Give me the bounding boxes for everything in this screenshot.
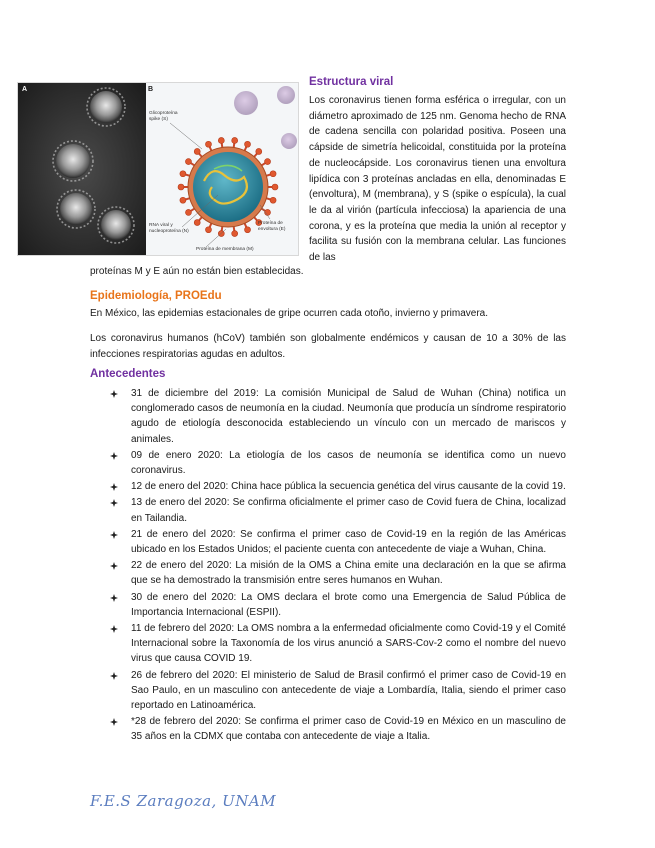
epidemiologia-paragraph-2: Los coronavirus humanos (hCoV) también son globalmente endémicos y causan de 10 a 30% de las infecciones respiratorias agudas en adultos. (90, 333, 566, 360)
diamond-bullet-icon (110, 562, 118, 570)
annotation-spike: Glicoproteína spike (S) (149, 111, 178, 122)
spike-protein-head (205, 227, 211, 233)
spike-protein-head (232, 231, 238, 237)
virus-diagram-panel (146, 83, 298, 255)
spike-protein-head (270, 197, 276, 203)
spike-protein-head (218, 137, 224, 143)
spike-protein-head (205, 141, 211, 147)
timeline-item-text: 22 de enero del 2020: La misión de la OMS a China emite una declaración en la que se afirma que se ha demostrado la transmisión entre seres humanos en Wuhan. (131, 560, 566, 587)
epidemiologia-paragraph-1: En México, las epidemias estacionales de gripe ocurren cada otoño, invierno y primavera. (90, 308, 488, 319)
spike-protein-head (178, 184, 184, 190)
diamond-bullet-icon (110, 390, 118, 398)
timeline-item (110, 714, 566, 744)
timeline-item-text: 09 de enero 2020: La etiología de los casos de neumonía se identifica como un nuevo coronavirus. (131, 449, 566, 477)
spike-protein-head (180, 171, 186, 177)
timeline-item (110, 479, 566, 494)
diamond-bullet-icon (110, 594, 118, 602)
timeline-item (110, 495, 566, 525)
diamond-bullet-icon (110, 452, 118, 460)
electron-micrograph-image (18, 83, 146, 255)
estructura-continuation: proteínas M y E aún no están bien establecidas. (90, 266, 304, 277)
section-title-estructura: Estructura viral (309, 76, 394, 88)
timeline-item-text: 11 de febrero del 2020: La OMS nombra a la enfermedad oficialmente como Covid-19 y el Comité Internacional sobre la Taxonomía de los virus anunció a SARS-Cov-2 como el nombre del nuevo virus que causa COVID 19. (131, 623, 566, 665)
timeline-item (110, 448, 566, 478)
coronavirus-figure (17, 82, 299, 256)
timeline-item (110, 386, 566, 447)
spike-protein-head (185, 209, 191, 215)
annotation-rna: RNA viral y nucleoproteína (N) (149, 223, 189, 234)
spike-protein-head (256, 148, 262, 154)
section-title-epidemiologia: Epidemiología, PROEdu (90, 290, 222, 302)
spike-protein-head (194, 148, 200, 154)
diamond-bullet-icon (110, 531, 118, 539)
diamond-bullet-icon (110, 483, 118, 491)
spike-protein-head (180, 197, 186, 203)
electron-micrograph-panel (18, 83, 146, 255)
timeline-item-text: 31 de diciembre del 2019: La comisión Municipal de Salud de Wuhan (China) notifica un conglomerado casos de neumonía en la ciudad. Neumonía que producía un síndrome respiratorio agudo de etiología desconocida estableciendo un vínculo con un mercado de mariscos y animales. (131, 388, 566, 445)
timeline-item-text: 12 de enero del 2020: China hace pública la secuencia genética del virus causante de la covid 19. (131, 481, 566, 493)
diamond-bullet-icon (110, 672, 118, 680)
spike-protein-head (265, 159, 271, 165)
timeline-item (110, 590, 566, 620)
timeline-item-text: 21 de enero del 2020: Se confirma el primer caso de Covid-19 en la región de las Américas ubicado en los Estados Unidos; el paciente cuenta con antecedente de viaje a Wuhan, China. (131, 528, 566, 556)
spike-protein-head (185, 159, 191, 165)
timeline-item (110, 621, 566, 667)
antecedentes-list (110, 386, 566, 746)
section-title-antecedentes: Antecedentes (90, 368, 166, 380)
spike-protein-head (245, 141, 251, 147)
spike-protein-head (194, 220, 200, 226)
diamond-bullet-icon (110, 499, 118, 507)
timeline-item-text: 26 de febrero del 2020: El ministerio de Salud de Brasil confirmó el primer caso de Covid-19 en Sao Paulo, en un masculino con antecedente de viaje a Lombardía, Italia, siendo el primer caso reportado en Latinoamérica. (131, 669, 566, 712)
diamond-bullet-icon (110, 718, 118, 726)
figure-label-b: B (148, 86, 154, 93)
spike-protein-head (232, 137, 238, 143)
timeline-item (110, 668, 566, 714)
spike-protein-head (272, 184, 278, 190)
timeline-item-text: *28 de febrero del 2020: Se confirma el primer caso de Covid-19 en México en un masculino de 35 años en la CDMX que contaba con antecedente de viaje a Italia. (131, 716, 566, 743)
footer-institution: F.E.S Zaragoza, UNAM (90, 792, 277, 810)
timeline-item (110, 527, 566, 557)
figure-label-a: A (22, 86, 28, 93)
spike-protein-head (270, 171, 276, 177)
diamond-bullet-icon (110, 625, 118, 633)
estructura-paragraph: Los coronavirus tienen forma esférica o irregular, con un diámetro aproximado de 125 nm. Genoma hecho de RNA de cadena sencilla con polaridad positiva. Poseen una cápside de simetría helicoidal, constituida por la proteína de nucleocápside. Los coronavirus tienen una envoltura lipídica con 3 proteínas ancladas en ella, denominadas E (envoltura), M (membrana), y S (spike o espícula), la cual le da al virión (partícula infecciosa) la apariencia de una corona, y es la proteína que media la unión al receptor y facilita su fusión con la membrana celular. Las funciones de las (309, 95, 566, 264)
annotation-membrane: Proteína de membrana (M) (196, 247, 254, 252)
spike-protein-head (245, 227, 251, 233)
annotation-envelope: Proteína de envoltura (E) (258, 221, 286, 232)
timeline-item-text: 13 de enero del 2020: Se confirma oficialmente el primer caso de Covid fuera de China, localizad en Tailandia. (131, 497, 566, 524)
timeline-item (110, 558, 566, 588)
timeline-item-text: 30 de enero del 2020: La OMS declara el brote como una Emergencia de Salud Pública de Importancia Internacional (ESPII). (131, 591, 566, 618)
